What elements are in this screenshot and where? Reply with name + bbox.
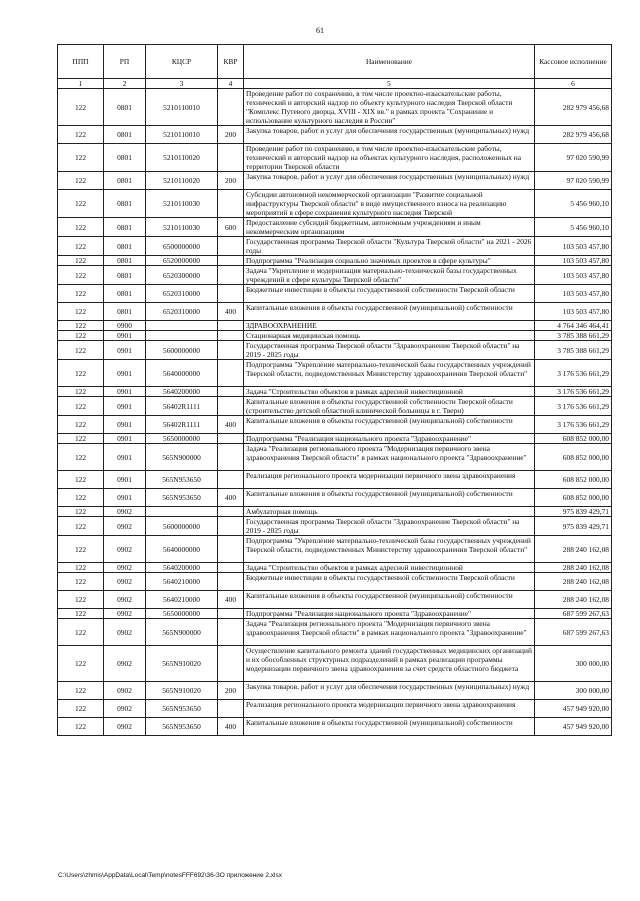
cell-name: Государственная программа Тверской области "Здравоохранение Тверской области" на 2019 - 2025 годы <box>244 517 535 536</box>
table-row <box>58 321 612 331</box>
table-row <box>58 303 612 321</box>
cell-kvr <box>218 517 244 536</box>
cell-name: Реализация регионального проекта модернизации первичного звена здравоохранения <box>244 700 535 718</box>
cell-rp: 0801 <box>104 237 146 256</box>
header-row <box>58 45 612 79</box>
header-amount: Кассовое исполнение <box>535 45 612 79</box>
cell-kcsr: 6520000000 <box>146 256 218 266</box>
cell-amount: 300 000,00 <box>535 646 612 682</box>
table-row <box>58 172 612 190</box>
cell-kvr <box>218 237 244 256</box>
cell-kcsr: 5210110030 <box>146 190 218 218</box>
cell-kcsr: 5640200000 <box>146 387 218 397</box>
cell-rp: 0901 <box>104 434 146 444</box>
cell-ppp: 122 <box>58 360 104 387</box>
cell-amount: 608 852 000,00 <box>535 471 612 489</box>
cell-name: Амбулаторная помощь <box>244 507 535 517</box>
cell-ppp: 122 <box>58 591 104 609</box>
cell-name: Бюджетные инвестиции в объекты государственной собственности Тверской области <box>244 285 535 303</box>
table-row <box>58 718 612 736</box>
cell-name: ЗДРАВООХРАНЕНИЕ <box>244 321 535 331</box>
cell-ppp: 122 <box>58 172 104 190</box>
cell-name: Задача "Строительство объектов в рамках адресной инвестиционной <box>244 563 535 573</box>
table-row <box>58 536 612 563</box>
cell-amount: 97 020 590,99 <box>535 172 612 190</box>
cell-amount: 457 949 920,00 <box>535 718 612 736</box>
table-row <box>58 591 612 609</box>
cell-rp: 0901 <box>104 397 146 416</box>
table-row <box>58 416 612 434</box>
cell-kcsr: 56402R1111 <box>146 416 218 434</box>
cell-rp: 0901 <box>104 471 146 489</box>
cell-kcsr: 5640000000 <box>146 536 218 563</box>
cell-kcsr: 565N953650 <box>146 489 218 507</box>
column-number: 6 <box>535 79 612 89</box>
cell-kvr: 400 <box>218 489 244 507</box>
cell-amount: 3 176 536 661,29 <box>535 387 612 397</box>
cell-name: Осуществление капитального ремонта зданий государственных медицинских организаций и их обособленных структурных подразделений в рамках реализации программы модернизации первичного звена здравоохранения за счет средств областного бюджета <box>244 646 535 682</box>
cell-kcsr: 565N910020 <box>146 646 218 682</box>
cell-rp: 0901 <box>104 444 146 471</box>
cell-name: Субсидии автономной некоммерческой организации "Развитие социальной инфраструктуры Тверской области" в виде имущественного взноса на реализацию мероприятий в сфере сохранения культурного наследия Тверской <box>244 190 535 218</box>
cell-kcsr: 565N910020 <box>146 682 218 700</box>
cell-ppp: 122 <box>58 416 104 434</box>
cell-kcsr: 5640210000 <box>146 591 218 609</box>
cell-kvr: 600 <box>218 218 244 237</box>
cell-kvr <box>218 397 244 416</box>
cell-ppp: 122 <box>58 331 104 341</box>
cell-kcsr: 5640210000 <box>146 573 218 591</box>
cell-rp: 0901 <box>104 387 146 397</box>
cell-ppp: 122 <box>58 303 104 321</box>
column-number: 3 <box>146 79 218 89</box>
table-row <box>58 266 612 285</box>
cell-amount: 282 979 456,68 <box>535 89 612 126</box>
cell-amount: 457 949 920,00 <box>535 700 612 718</box>
cell-kvr <box>218 563 244 573</box>
cell-kvr <box>218 89 244 126</box>
cell-name: Капитальные вложения в объекты государственной (муниципальной) собственности <box>244 718 535 736</box>
cell-rp: 0801 <box>104 256 146 266</box>
cell-kcsr: 5600000000 <box>146 341 218 360</box>
cell-ppp: 122 <box>58 444 104 471</box>
cell-ppp: 122 <box>58 190 104 218</box>
cell-ppp: 122 <box>58 256 104 266</box>
header-kcsr: КЦСР <box>146 45 218 79</box>
cell-rp: 0801 <box>104 190 146 218</box>
cell-ppp: 122 <box>58 563 104 573</box>
table-row <box>58 341 612 360</box>
header-rp: РП <box>104 45 146 79</box>
cell-ppp: 122 <box>58 397 104 416</box>
cell-kcsr: 5650000000 <box>146 434 218 444</box>
cell-amount: 3 176 536 661,29 <box>535 416 612 434</box>
cell-rp: 0801 <box>104 126 146 144</box>
cell-amount: 3 785 388 661,29 <box>535 341 612 360</box>
cell-name: Задача "Строительство объектов в рамках адресной инвестиционной <box>244 387 535 397</box>
table-row <box>58 190 612 218</box>
cell-ppp: 122 <box>58 266 104 285</box>
cell-name: Подпрограмма "Укрепление материально-технической базы государственных учреждений Тверской области, подведомственных Министерству здравоохранения Тверской области" <box>244 360 535 387</box>
cell-name: Задача "Укрепление и модернизация материально-технической базы государственных учреждений в сфере культуры Тверской области" <box>244 266 535 285</box>
cell-name: Подпрограмма "Укрепление материально-технической базы государственных учреждений Тверской области, подведомственных Министерству здравоохранения Тверской области" <box>244 536 535 563</box>
cell-name: Предоставление субсидий бюджетным, автономным учреждениям и иным некоммерческим организациям <box>244 218 535 237</box>
cell-kvr <box>218 507 244 517</box>
cell-name: Реализация регионального проекта модернизации первичного звена здравоохранения <box>244 471 535 489</box>
cell-amount: 3 176 536 661,29 <box>535 397 612 416</box>
cell-name: Капитальные вложения в объекты государственной собственности Тверской области (строительство детской областной клинической больницы в г. Твери) <box>244 397 535 416</box>
cell-kcsr: 5210110010 <box>146 89 218 126</box>
cell-rp: 0902 <box>104 573 146 591</box>
cell-ppp: 122 <box>58 285 104 303</box>
cell-amount: 288 240 162,08 <box>535 573 612 591</box>
cell-kcsr: 6520310000 <box>146 285 218 303</box>
cell-name: Государственная программа Тверской области "Здравоохранение Тверской области" на 2019 - 2025 годы <box>244 341 535 360</box>
table-row <box>58 471 612 489</box>
cell-ppp: 122 <box>58 489 104 507</box>
cell-kvr: 200 <box>218 126 244 144</box>
cell-name: Капитальные вложения в объекты государственной (муниципальной) собственности <box>244 591 535 609</box>
cell-amount: 97 020 590,99 <box>535 144 612 172</box>
cell-rp: 0902 <box>104 591 146 609</box>
column-number-row <box>58 79 612 89</box>
cell-amount: 5 456 960,10 <box>535 190 612 218</box>
cell-amount: 282 979 456,68 <box>535 126 612 144</box>
cell-amount: 975 839 429,71 <box>535 517 612 536</box>
cell-kcsr <box>146 507 218 517</box>
cell-kcsr: 565N953650 <box>146 700 218 718</box>
cell-amount: 288 240 162,08 <box>535 536 612 563</box>
budget-table <box>57 44 612 736</box>
table-row <box>58 609 612 619</box>
table-row <box>58 563 612 573</box>
cell-amount: 975 839 429,71 <box>535 507 612 517</box>
cell-ppp: 122 <box>58 700 104 718</box>
cell-kcsr: 5600000000 <box>146 517 218 536</box>
table-row <box>58 573 612 591</box>
cell-rp: 0902 <box>104 718 146 736</box>
column-number: 2 <box>104 79 146 89</box>
table-row <box>58 256 612 266</box>
cell-kcsr: 5210110030 <box>146 218 218 237</box>
cell-kvr <box>218 700 244 718</box>
cell-kvr <box>218 609 244 619</box>
cell-kvr: 200 <box>218 172 244 190</box>
cell-ppp: 122 <box>58 387 104 397</box>
cell-kcsr: 565N900000 <box>146 619 218 646</box>
cell-ppp: 122 <box>58 321 104 331</box>
cell-kvr <box>218 266 244 285</box>
cell-kcsr: 565N900000 <box>146 444 218 471</box>
cell-name: Закупка товаров, работ и услуг для обеспечения государственных (муниципальных) нужд <box>244 126 535 144</box>
cell-kcsr: 5210110020 <box>146 144 218 172</box>
cell-name: Задача "Реализация регионального проекта "Модернизация первичного звена здравоохранения Тверской области" в рамках национального проекта "Здравоохранение" <box>244 444 535 471</box>
cell-kvr <box>218 536 244 563</box>
table-row <box>58 700 612 718</box>
cell-amount: 103 503 457,80 <box>535 266 612 285</box>
cell-kcsr: 5210110020 <box>146 172 218 190</box>
cell-rp: 0901 <box>104 416 146 434</box>
cell-kcsr: 6500000000 <box>146 237 218 256</box>
cell-ppp: 122 <box>58 507 104 517</box>
cell-kcsr: 56402R1111 <box>146 397 218 416</box>
cell-name: Задача "Реализация регионального проекта "Модернизация первичного звена здравоохранения Тверской области" в рамках национального проекта "Здравоохранение" <box>244 619 535 646</box>
table-row <box>58 444 612 471</box>
cell-rp: 0901 <box>104 341 146 360</box>
cell-name: Проведение работ по сохранению, в том числе проектно-изыскательские работы, технический и авторский надзор на объектах культурного наследия, расположенных на территории Тверской области <box>244 144 535 172</box>
cell-name: Стационарная медицинская помощь <box>244 331 535 341</box>
cell-rp: 0801 <box>104 218 146 237</box>
cell-rp: 0902 <box>104 619 146 646</box>
cell-rp: 0801 <box>104 303 146 321</box>
cell-amount: 288 240 162,08 <box>535 563 612 573</box>
cell-kvr: 400 <box>218 591 244 609</box>
cell-kcsr: 5640000000 <box>146 360 218 387</box>
cell-amount: 608 852 000,00 <box>535 434 612 444</box>
cell-kvr <box>218 444 244 471</box>
cell-kvr: 400 <box>218 303 244 321</box>
table-body <box>58 89 612 736</box>
table-row <box>58 89 612 126</box>
cell-rp: 0801 <box>104 266 146 285</box>
table-row <box>58 331 612 341</box>
cell-name: Бюджетные инвестиции в объекты государственной собственности Тверской области <box>244 573 535 591</box>
cell-rp: 0801 <box>104 144 146 172</box>
cell-amount: 300 000,00 <box>535 682 612 700</box>
header-name: Наименование <box>244 45 535 79</box>
table-row <box>58 682 612 700</box>
table-row <box>58 387 612 397</box>
cell-kvr <box>218 619 244 646</box>
table-row <box>58 619 612 646</box>
cell-kvr <box>218 646 244 682</box>
cell-ppp: 122 <box>58 471 104 489</box>
cell-rp: 0902 <box>104 646 146 682</box>
cell-kvr <box>218 285 244 303</box>
cell-rp: 0902 <box>104 507 146 517</box>
cell-kvr <box>218 434 244 444</box>
cell-ppp: 122 <box>58 682 104 700</box>
cell-ppp: 122 <box>58 619 104 646</box>
cell-kcsr: 5650000000 <box>146 609 218 619</box>
cell-ppp: 122 <box>58 341 104 360</box>
cell-name: Подпрограмма "Реализация национального проекта "Здравоохранение" <box>244 434 535 444</box>
cell-rp: 0801 <box>104 89 146 126</box>
cell-kvr <box>218 144 244 172</box>
cell-amount: 687 599 267,63 <box>535 619 612 646</box>
cell-rp: 0801 <box>104 172 146 190</box>
cell-ppp: 122 <box>58 718 104 736</box>
cell-rp: 0902 <box>104 682 146 700</box>
cell-rp: 0801 <box>104 285 146 303</box>
cell-name: Государственная программа Тверской области "Культура Тверской области" на 2021 - 2026 годы <box>244 237 535 256</box>
cell-kvr <box>218 331 244 341</box>
column-number: 4 <box>218 79 244 89</box>
cell-amount: 288 240 162,08 <box>535 591 612 609</box>
cell-name: Закупка товаров, работ и услуг для обеспечения государственных (муниципальных) нужд <box>244 682 535 700</box>
cell-kvr <box>218 360 244 387</box>
table-row <box>58 517 612 536</box>
header-kvr: КВР <box>218 45 244 79</box>
column-number: 1 <box>58 79 104 89</box>
table-row <box>58 285 612 303</box>
header-ppp: ППП <box>58 45 104 79</box>
cell-ppp: 122 <box>58 126 104 144</box>
cell-name: Капитальные вложения в объекты государственной (муниципальной) собственности <box>244 416 535 434</box>
cell-ppp: 122 <box>58 609 104 619</box>
table-row <box>58 397 612 416</box>
cell-rp: 0902 <box>104 536 146 563</box>
cell-ppp: 122 <box>58 218 104 237</box>
cell-kcsr: 5640200000 <box>146 563 218 573</box>
cell-kvr <box>218 387 244 397</box>
cell-rp: 0900 <box>104 321 146 331</box>
cell-amount: 608 852 000,00 <box>535 489 612 507</box>
cell-ppp: 122 <box>58 646 104 682</box>
cell-kcsr: 565N953650 <box>146 718 218 736</box>
cell-name: Проведение работ по сохранению, в том числе проектно-изыскательские работы, технический и авторский надзор по объекту культурного наследия Тверской области "Комплекс Путевого дворца, XVIII - XIX вв." в рамках проекта "Сохранение и использование культурного наследия в России" <box>244 89 535 126</box>
cell-amount: 3 176 536 661,29 <box>535 360 612 387</box>
table-row <box>58 218 612 237</box>
cell-ppp: 122 <box>58 144 104 172</box>
cell-amount: 687 599 267,63 <box>535 609 612 619</box>
cell-rp: 0902 <box>104 609 146 619</box>
table-row <box>58 360 612 387</box>
cell-rp: 0902 <box>104 517 146 536</box>
cell-name: Капитальные вложения в объекты государственной (муниципальной) собственности <box>244 303 535 321</box>
cell-kvr <box>218 471 244 489</box>
cell-rp: 0901 <box>104 360 146 387</box>
page-number: 61 <box>316 26 324 35</box>
cell-amount: 103 503 457,80 <box>535 285 612 303</box>
cell-kcsr <box>146 331 218 341</box>
cell-kvr <box>218 321 244 331</box>
cell-name: Закупка товаров, работ и услуг для обеспечения государственных (муниципальных) нужд <box>244 172 535 190</box>
cell-kcsr: 6520300000 <box>146 266 218 285</box>
table-row <box>58 144 612 172</box>
cell-kcsr: 565N953650 <box>146 471 218 489</box>
cell-kvr <box>218 190 244 218</box>
cell-kvr: 400 <box>218 718 244 736</box>
cell-name: Подпрограмма "Реализация национального проекта "Здравоохранение" <box>244 609 535 619</box>
cell-amount: 4 764 346 464,41 <box>535 321 612 331</box>
table-row <box>58 507 612 517</box>
cell-amount: 103 503 457,80 <box>535 256 612 266</box>
cell-ppp: 122 <box>58 237 104 256</box>
cell-kvr: 400 <box>218 416 244 434</box>
cell-ppp: 122 <box>58 536 104 563</box>
cell-kvr <box>218 341 244 360</box>
cell-name: Подпрограмма "Реализация социально значимых проектов в сфере культуры" <box>244 256 535 266</box>
table-row <box>58 489 612 507</box>
cell-rp: 0902 <box>104 563 146 573</box>
cell-rp: 0901 <box>104 331 146 341</box>
cell-kcsr: 5210110010 <box>146 126 218 144</box>
file-path-footer: C:\Users\zhmis\AppData\Local\Temp\notesFFF692\36-ЗО приложение 2.xlsx <box>58 872 282 879</box>
cell-amount: 5 456 960,10 <box>535 218 612 237</box>
cell-amount: 3 785 388 661,29 <box>535 331 612 341</box>
table-row <box>58 126 612 144</box>
cell-amount: 103 503 457,80 <box>535 303 612 321</box>
cell-ppp: 122 <box>58 517 104 536</box>
cell-kcsr <box>146 321 218 331</box>
cell-ppp: 122 <box>58 89 104 126</box>
table-row <box>58 237 612 256</box>
cell-kvr: 200 <box>218 682 244 700</box>
cell-rp: 0901 <box>104 489 146 507</box>
cell-name: Капитальные вложения в объекты государственной (муниципальной) собственности <box>244 489 535 507</box>
table-row <box>58 646 612 682</box>
cell-ppp: 122 <box>58 434 104 444</box>
cell-amount: 608 852 000,00 <box>535 444 612 471</box>
cell-ppp: 122 <box>58 573 104 591</box>
cell-kvr <box>218 573 244 591</box>
column-number: 5 <box>244 79 535 89</box>
cell-amount: 103 503 457,80 <box>535 237 612 256</box>
cell-kcsr: 6520310000 <box>146 303 218 321</box>
cell-kvr <box>218 256 244 266</box>
table-row <box>58 434 612 444</box>
cell-rp: 0902 <box>104 700 146 718</box>
